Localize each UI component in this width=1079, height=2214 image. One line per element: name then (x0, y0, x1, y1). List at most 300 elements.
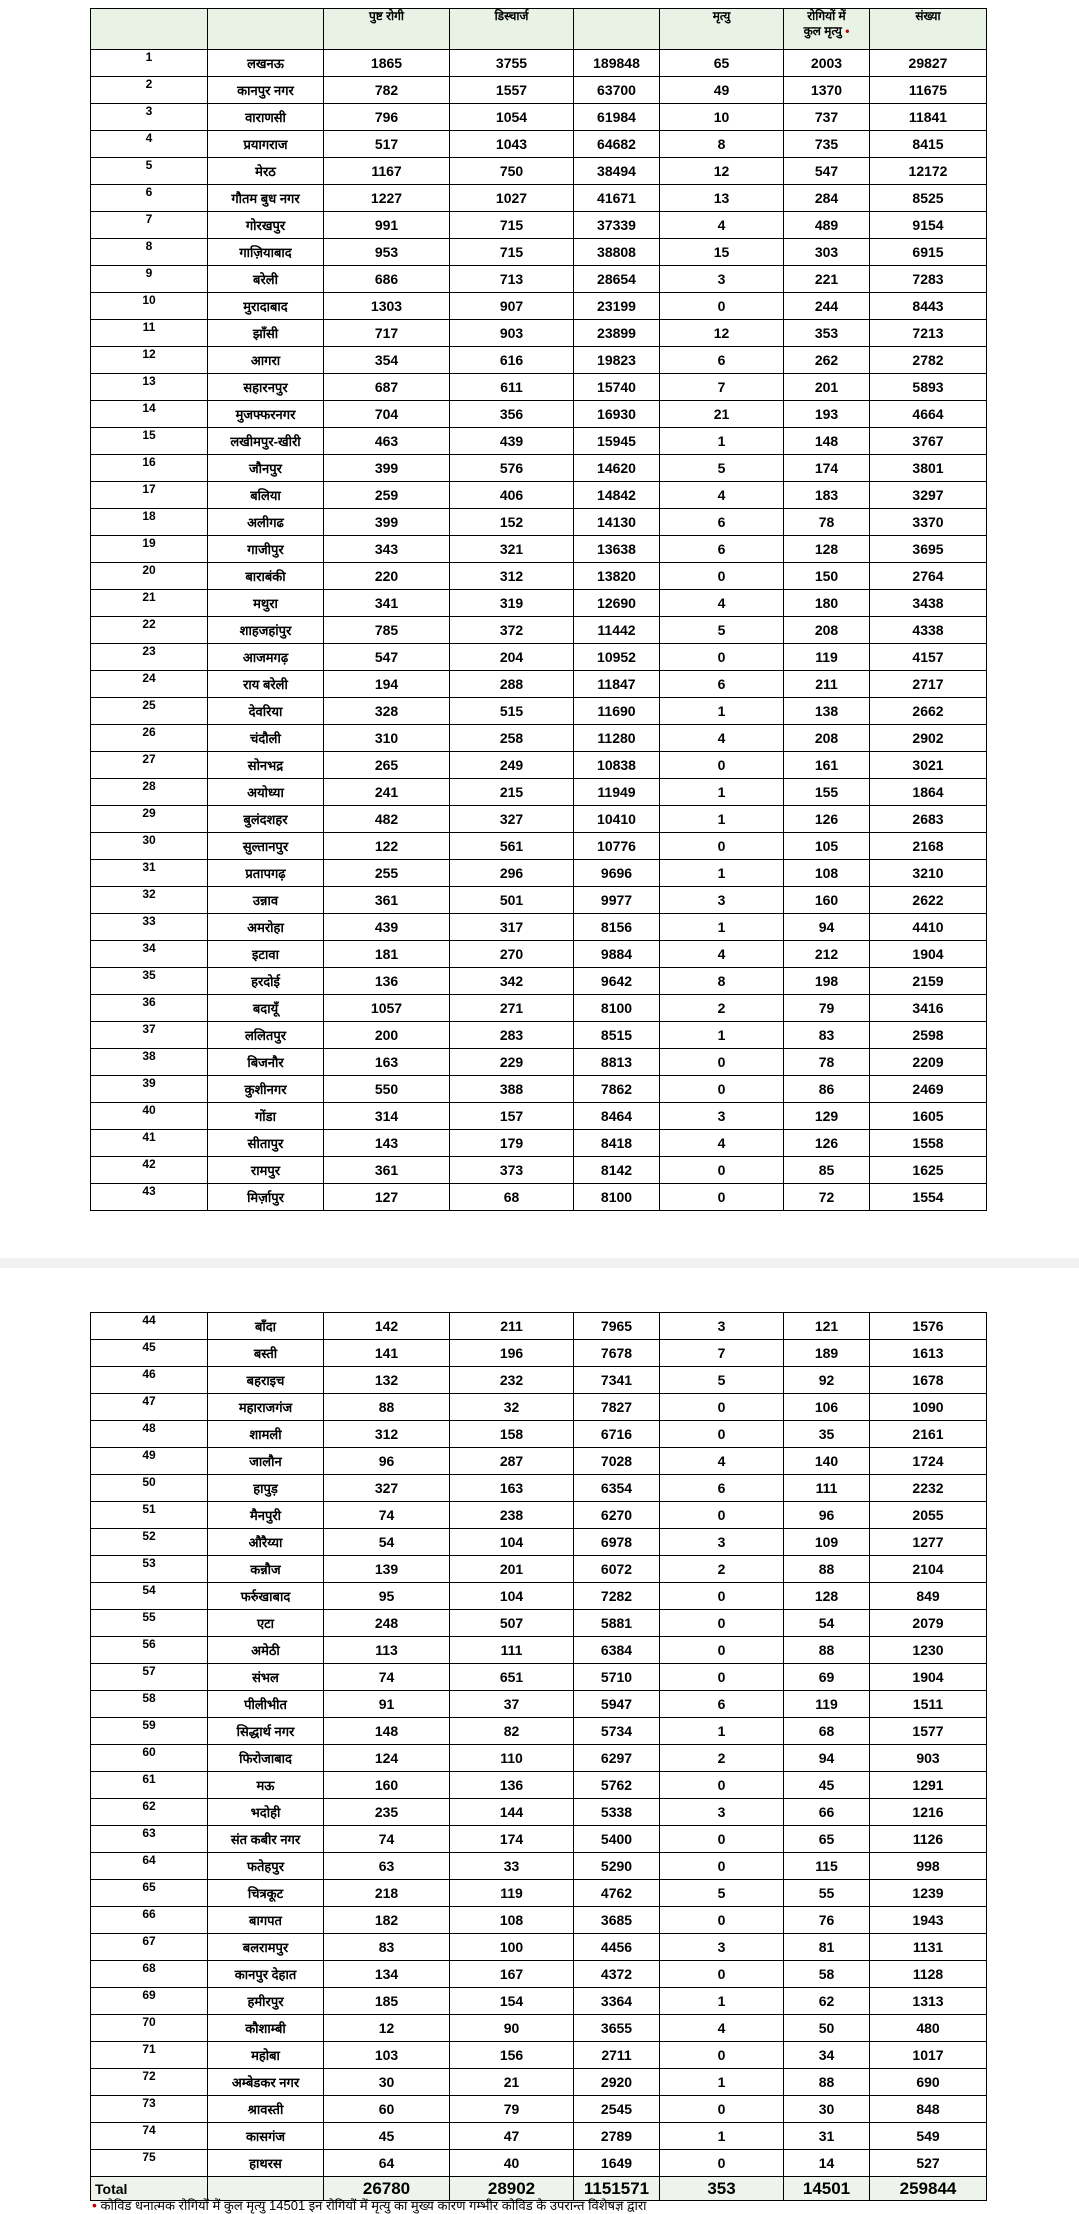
cell-deaths: 6 (660, 1691, 784, 1718)
cell-discharged: 388 (450, 1076, 574, 1103)
cell-district: संभल (208, 1664, 324, 1691)
cell-confirmed: 439 (324, 914, 450, 941)
cell-district: बाँदा (208, 1313, 324, 1340)
cell-tests: 13638 (574, 536, 660, 563)
cell-discharged: 144 (450, 1799, 574, 1826)
cell-discharged: 611 (450, 374, 574, 401)
cell-discharged: 373 (450, 1157, 574, 1184)
table-row (91, 1475, 987, 1502)
cell-total-deaths: 54 (784, 1610, 870, 1637)
table-row (91, 2069, 987, 2096)
cell-district: जौनपुर (208, 455, 324, 482)
cell-district: सुल्तानपुर (208, 833, 324, 860)
cell-deaths: 0 (660, 752, 784, 779)
cell-district: प्रतापगढ़ (208, 860, 324, 887)
cell-count: 5893 (870, 374, 987, 401)
cell-discharged: 32 (450, 1394, 574, 1421)
cell-total-deaths: 2003 (784, 50, 870, 77)
cell-deaths: 6 (660, 536, 784, 563)
cell-tests: 16930 (574, 401, 660, 428)
cell-discharged: 196 (450, 1340, 574, 1367)
cell-total-deaths: 50 (784, 2015, 870, 2042)
cell-deaths: 4 (660, 941, 784, 968)
cell-confirmed: 124 (324, 1745, 450, 1772)
cell-count: 2055 (870, 1502, 987, 1529)
cell-confirmed: 235 (324, 1799, 450, 1826)
cell-discharged: 616 (450, 347, 574, 374)
cell-discharged: 327 (450, 806, 574, 833)
cell-discharged: 321 (450, 536, 574, 563)
cell-discharged: 201 (450, 1556, 574, 1583)
cell-confirmed: 122 (324, 833, 450, 860)
cell-sn: 11 (91, 320, 208, 347)
table-row (91, 1502, 987, 1529)
page-break (0, 1258, 1079, 1268)
cell-deaths: 0 (660, 644, 784, 671)
cell-total-deaths: 105 (784, 833, 870, 860)
cell-confirmed: 1303 (324, 293, 450, 320)
cell-discharged: 715 (450, 212, 574, 239)
cell-sn: 54 (91, 1583, 208, 1610)
cell-confirmed: 88 (324, 1394, 450, 1421)
cell-confirmed: 482 (324, 806, 450, 833)
cell-total-deaths: 14 (784, 2150, 870, 2177)
cell-sn: 38 (91, 1049, 208, 1076)
table-row (91, 1313, 987, 1340)
cell-sn: 28 (91, 779, 208, 806)
cell-tests: 8418 (574, 1130, 660, 1157)
cell-tests: 5710 (574, 1664, 660, 1691)
cell-district: वाराणसी (208, 104, 324, 131)
cell-tests: 7028 (574, 1448, 660, 1475)
cell-total-deaths: 193 (784, 401, 870, 428)
cell-sn: 21 (91, 590, 208, 617)
cell-count: 2168 (870, 833, 987, 860)
cell-discharged: 507 (450, 1610, 574, 1637)
cell-deaths: 10 (660, 104, 784, 131)
cell-sn: 26 (91, 725, 208, 752)
cell-deaths: 1 (660, 2069, 784, 2096)
cell-sn: 23 (91, 644, 208, 671)
cell-total-deaths: 303 (784, 239, 870, 266)
cell-total-deaths: 65 (784, 1826, 870, 1853)
cell-tests: 14620 (574, 455, 660, 482)
cell-discharged: 79 (450, 2096, 574, 2123)
table-row (91, 77, 987, 104)
cell-sn: 14 (91, 401, 208, 428)
cell-sn: 34 (91, 941, 208, 968)
cell-discharged: 157 (450, 1103, 574, 1130)
cell-confirmed: 312 (324, 1421, 450, 1448)
header-total-deaths-label: कुल मृत्यु (803, 24, 842, 38)
cell-deaths: 3 (660, 1799, 784, 1826)
cell-deaths: 13 (660, 185, 784, 212)
table-row (91, 1745, 987, 1772)
table-row (91, 1556, 987, 1583)
cell-tests: 23899 (574, 320, 660, 347)
cell-total-deaths: 547 (784, 158, 870, 185)
cell-tests: 37339 (574, 212, 660, 239)
cell-deaths: 3 (660, 1934, 784, 1961)
table-row (91, 1880, 987, 1907)
cell-confirmed: 1865 (324, 50, 450, 77)
cell-count: 1625 (870, 1157, 987, 1184)
cell-discharged: 903 (450, 320, 574, 347)
table-row (91, 1049, 987, 1076)
cell-sn: 22 (91, 617, 208, 644)
cell-tests: 2920 (574, 2069, 660, 2096)
cell-confirmed: 74 (324, 1664, 450, 1691)
cell-total-deaths: 34 (784, 2042, 870, 2069)
table-row (91, 1988, 987, 2015)
cell-deaths: 1 (660, 698, 784, 725)
cell-count: 1576 (870, 1313, 987, 1340)
cell-confirmed: 343 (324, 536, 450, 563)
cell-district: गाजीपुर (208, 536, 324, 563)
cell-count: 3370 (870, 509, 987, 536)
cell-deaths: 5 (660, 1367, 784, 1394)
cell-discharged: 249 (450, 752, 574, 779)
cell-total-deaths: 150 (784, 563, 870, 590)
cell-count: 1605 (870, 1103, 987, 1130)
cell-district: मुरादाबाद (208, 293, 324, 320)
cell-confirmed: 399 (324, 509, 450, 536)
cell-deaths: 0 (660, 1157, 784, 1184)
cell-count: 8415 (870, 131, 987, 158)
cell-count: 1678 (870, 1367, 987, 1394)
district-table-part1 (90, 8, 987, 1211)
cell-count: 2717 (870, 671, 987, 698)
cell-tests: 8142 (574, 1157, 660, 1184)
cell-confirmed: 132 (324, 1367, 450, 1394)
cell-deaths: 0 (660, 1907, 784, 1934)
cell-district: महाराजगंज (208, 1394, 324, 1421)
table-row (91, 374, 987, 401)
table-row (91, 2015, 987, 2042)
header-cell-count (870, 9, 987, 50)
cell-total-deaths: 148 (784, 428, 870, 455)
cell-tests: 12690 (574, 590, 660, 617)
cell-discharged: 270 (450, 941, 574, 968)
cell-deaths: 2 (660, 1745, 784, 1772)
cell-sn: 57 (91, 1664, 208, 1691)
table-row (91, 428, 987, 455)
cell-tests: 7862 (574, 1076, 660, 1103)
cell-discharged: 342 (450, 968, 574, 995)
cell-total-deaths: 31 (784, 2123, 870, 2150)
cell-deaths: 49 (660, 77, 784, 104)
table-row (91, 239, 987, 266)
cell-tests: 38808 (574, 239, 660, 266)
cell-tests: 4456 (574, 1934, 660, 1961)
cell-count: 2079 (870, 1610, 987, 1637)
cell-district: देवरिया (208, 698, 324, 725)
cell-deaths: 6 (660, 671, 784, 698)
cell-district: बलरामपुर (208, 1934, 324, 1961)
cell-discharged: 271 (450, 995, 574, 1022)
cell-tests: 61984 (574, 104, 660, 131)
cell-count: 2469 (870, 1076, 987, 1103)
cell-count: 3438 (870, 590, 987, 617)
cell-tests: 11690 (574, 698, 660, 725)
cell-tests: 5400 (574, 1826, 660, 1853)
cell-sn: 47 (91, 1394, 208, 1421)
cell-count: 2622 (870, 887, 987, 914)
cell-sn: 72 (91, 2069, 208, 2096)
cell-count: 2104 (870, 1556, 987, 1583)
cell-district: बलिया (208, 482, 324, 509)
cell-deaths: 0 (660, 1853, 784, 1880)
cell-sn: 27 (91, 752, 208, 779)
cell-count: 1554 (870, 1184, 987, 1211)
cell-discharged: 33 (450, 1853, 574, 1880)
cell-deaths: 15 (660, 239, 784, 266)
cell-sn: 16 (91, 455, 208, 482)
cell-deaths: 6 (660, 347, 784, 374)
cell-tests: 8515 (574, 1022, 660, 1049)
cell-deaths: 0 (660, 1637, 784, 1664)
cell-deaths: 0 (660, 1049, 784, 1076)
cell-total-deaths: 78 (784, 509, 870, 536)
cell-deaths: 5 (660, 1880, 784, 1907)
cell-discharged: 907 (450, 293, 574, 320)
cell-district: गोंडा (208, 1103, 324, 1130)
cell-deaths: 0 (660, 1961, 784, 1988)
cell-confirmed: 185 (324, 1988, 450, 2015)
cell-district: ललितपुर (208, 1022, 324, 1049)
cell-total-deaths: 79 (784, 995, 870, 1022)
cell-count: 849 (870, 1583, 987, 1610)
cell-confirmed: 148 (324, 1718, 450, 1745)
cell-confirmed: 314 (324, 1103, 450, 1130)
cell-sn: 30 (91, 833, 208, 860)
cell-discharged: 163 (450, 1475, 574, 1502)
total-total-deaths: 14501 (784, 2177, 870, 2201)
cell-tests: 11949 (574, 779, 660, 806)
cell-deaths: 5 (660, 455, 784, 482)
cell-discharged: 40 (450, 2150, 574, 2177)
table-row (91, 482, 987, 509)
cell-deaths: 0 (660, 2096, 784, 2123)
cell-district: अमेठी (208, 1637, 324, 1664)
cell-sn: 41 (91, 1130, 208, 1157)
cell-total-deaths: 88 (784, 2069, 870, 2096)
cell-total-deaths: 126 (784, 806, 870, 833)
cell-sn: 50 (91, 1475, 208, 1502)
cell-district: सिद्धार्थ नगर (208, 1718, 324, 1745)
cell-confirmed: 134 (324, 1961, 450, 1988)
table-row (91, 212, 987, 239)
cell-deaths: 4 (660, 482, 784, 509)
cell-discharged: 296 (450, 860, 574, 887)
cell-district: कानपुर देहात (208, 1961, 324, 1988)
cell-sn: 55 (91, 1610, 208, 1637)
cell-deaths: 0 (660, 1772, 784, 1799)
cell-total-deaths: 88 (784, 1637, 870, 1664)
header-cell-sn (91, 9, 208, 50)
cell-confirmed: 361 (324, 1157, 450, 1184)
cell-total-deaths: 109 (784, 1529, 870, 1556)
cell-sn: 74 (91, 2123, 208, 2150)
cell-deaths: 0 (660, 2150, 784, 2177)
cell-tests: 9696 (574, 860, 660, 887)
cell-sn: 33 (91, 914, 208, 941)
table-row (91, 1367, 987, 1394)
cell-sn: 46 (91, 1367, 208, 1394)
cell-tests: 9977 (574, 887, 660, 914)
cell-district: भदोही (208, 1799, 324, 1826)
cell-total-deaths: 211 (784, 671, 870, 698)
total-deaths: 353 (660, 2177, 784, 2201)
cell-deaths: 0 (660, 1421, 784, 1448)
cell-sn: 68 (91, 1961, 208, 1988)
cell-confirmed: 255 (324, 860, 450, 887)
cell-tests: 14130 (574, 509, 660, 536)
cell-district: बागपत (208, 1907, 324, 1934)
cell-discharged: 372 (450, 617, 574, 644)
cell-discharged: 576 (450, 455, 574, 482)
cell-confirmed: 686 (324, 266, 450, 293)
cell-tests: 28654 (574, 266, 660, 293)
cell-district: श्रावस्ती (208, 2096, 324, 2123)
cell-deaths: 4 (660, 212, 784, 239)
cell-sn: 3 (91, 104, 208, 131)
total-label: Total (91, 2177, 208, 2201)
cell-discharged: 3755 (450, 50, 574, 77)
table-row (91, 914, 987, 941)
cell-discharged: 750 (450, 158, 574, 185)
cell-discharged: 90 (450, 2015, 574, 2042)
cell-deaths: 0 (660, 2042, 784, 2069)
cell-district: सहारनपुर (208, 374, 324, 401)
cell-confirmed: 113 (324, 1637, 450, 1664)
cell-confirmed: 517 (324, 131, 450, 158)
cell-tests: 7282 (574, 1583, 660, 1610)
table-row (91, 941, 987, 968)
cell-district: मिर्ज़ापुर (208, 1184, 324, 1211)
cell-confirmed: 463 (324, 428, 450, 455)
cell-district: औरैय्या (208, 1529, 324, 1556)
table-row (91, 1772, 987, 1799)
cell-district: मथुरा (208, 590, 324, 617)
cell-total-deaths: 119 (784, 1691, 870, 1718)
cell-confirmed: 74 (324, 1826, 450, 1853)
cell-count: 6915 (870, 239, 987, 266)
cell-sn: 75 (91, 2150, 208, 2177)
cell-total-deaths: 198 (784, 968, 870, 995)
cell-total-deaths: 189 (784, 1340, 870, 1367)
district-table-part2 (90, 1312, 987, 2201)
cell-count: 1577 (870, 1718, 987, 1745)
cell-district: कौशाम्बी (208, 2015, 324, 2042)
cell-total-deaths: 119 (784, 644, 870, 671)
cell-district: बाराबंकी (208, 563, 324, 590)
cell-confirmed: 248 (324, 1610, 450, 1637)
cell-discharged: 167 (450, 1961, 574, 1988)
cell-discharged: 288 (450, 671, 574, 698)
cell-district: जालौन (208, 1448, 324, 1475)
table-row (91, 833, 987, 860)
cell-count: 903 (870, 1745, 987, 1772)
cell-tests: 5881 (574, 1610, 660, 1637)
cell-district: सीतापुर (208, 1130, 324, 1157)
cell-confirmed: 91 (324, 1691, 450, 1718)
cell-sn: 52 (91, 1529, 208, 1556)
cell-discharged: 152 (450, 509, 574, 536)
table-row (91, 563, 987, 590)
cell-total-deaths: 111 (784, 1475, 870, 1502)
cell-sn: 42 (91, 1157, 208, 1184)
cell-tests: 19823 (574, 347, 660, 374)
cell-sn: 35 (91, 968, 208, 995)
table-row (91, 779, 987, 806)
cell-district: फतेहपुर (208, 1853, 324, 1880)
header-discharged-label: डिस्चार्ज (494, 9, 529, 23)
cell-confirmed: 796 (324, 104, 450, 131)
cell-total-deaths: 96 (784, 1502, 870, 1529)
cell-deaths: 0 (660, 1664, 784, 1691)
cell-district: अयोध्या (208, 779, 324, 806)
cell-district: झाँसी (208, 320, 324, 347)
cell-district: गोरखपुर (208, 212, 324, 239)
cell-total-deaths: 735 (784, 131, 870, 158)
table-row (91, 131, 987, 158)
table-row (91, 401, 987, 428)
cell-sn: 25 (91, 698, 208, 725)
cell-discharged: 258 (450, 725, 574, 752)
cell-discharged: 21 (450, 2069, 574, 2096)
table-row (91, 1184, 987, 1211)
cell-district: कुशीनगर (208, 1076, 324, 1103)
cell-deaths: 12 (660, 320, 784, 347)
cell-confirmed: 30 (324, 2069, 450, 2096)
cell-count: 3767 (870, 428, 987, 455)
cell-sn: 73 (91, 2096, 208, 2123)
cell-deaths: 3 (660, 1103, 784, 1130)
cell-sn: 20 (91, 563, 208, 590)
cell-tests: 6384 (574, 1637, 660, 1664)
cell-total-deaths: 140 (784, 1448, 870, 1475)
cell-confirmed: 953 (324, 239, 450, 266)
cell-tests: 3655 (574, 2015, 660, 2042)
cell-total-deaths: 183 (784, 482, 870, 509)
cell-tests: 7827 (574, 1394, 660, 1421)
cell-discharged: 501 (450, 887, 574, 914)
cell-discharged: 1027 (450, 185, 574, 212)
cell-confirmed: 136 (324, 968, 450, 995)
cell-count: 3416 (870, 995, 987, 1022)
cell-discharged: 515 (450, 698, 574, 725)
table-row (91, 1130, 987, 1157)
cell-confirmed: 1167 (324, 158, 450, 185)
cell-sn: 10 (91, 293, 208, 320)
cell-count: 1613 (870, 1340, 987, 1367)
cell-count: 2662 (870, 698, 987, 725)
table-row (91, 158, 987, 185)
cell-confirmed: 1057 (324, 995, 450, 1022)
cell-count: 1724 (870, 1448, 987, 1475)
cell-count: 527 (870, 2150, 987, 2177)
cell-deaths: 1 (660, 914, 784, 941)
header-cell-total-deaths (784, 9, 870, 50)
cell-sn: 61 (91, 1772, 208, 1799)
cell-confirmed: 194 (324, 671, 450, 698)
cell-sn: 24 (91, 671, 208, 698)
cell-total-deaths: 160 (784, 887, 870, 914)
cell-district: संत कबीर नगर (208, 1826, 324, 1853)
cell-deaths: 6 (660, 1475, 784, 1502)
cell-total-deaths: 78 (784, 1049, 870, 1076)
